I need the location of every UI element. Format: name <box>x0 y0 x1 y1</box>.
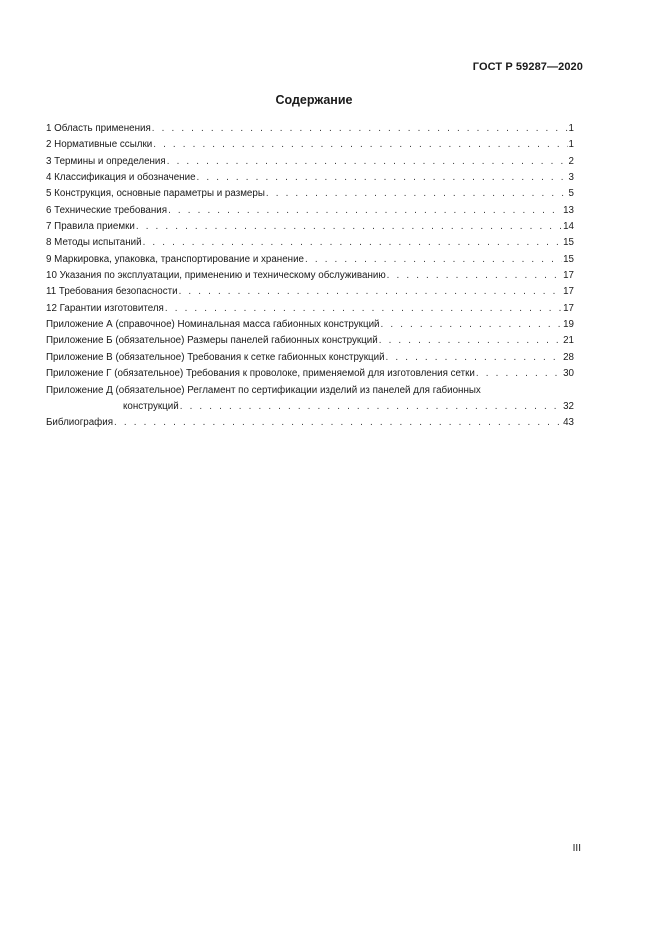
toc-leader-dots <box>379 333 562 349</box>
toc-entry-page: 13 <box>563 204 574 216</box>
toc-leader-dots <box>180 399 562 415</box>
toc-entry-label: 9 Маркировка, упаковка, транспортирование и хранение <box>46 253 305 265</box>
toc-entry-page: 21 <box>563 335 574 347</box>
toc-leader-dots <box>168 203 562 219</box>
toc-entry-page: 43 <box>563 417 574 429</box>
toc-leader-dots <box>152 121 568 137</box>
toc-entry-page: 30 <box>563 368 574 380</box>
page-title: Содержание <box>275 93 353 107</box>
toc-entry[interactable] <box>46 252 574 268</box>
toc-leader-dots <box>114 415 562 431</box>
toc-entry[interactable] <box>46 154 574 170</box>
toc-entry-label: 3 Термины и определения <box>46 155 166 167</box>
toc-entry-label: Приложение Д (обязательное) Регламент по сертификации изделий из панелей для габионных <box>46 384 481 396</box>
toc-entry-page: 17 <box>563 286 574 298</box>
toc-entry[interactable] <box>46 137 574 153</box>
toc-entry-label: Приложение А (справочное) Номинальная масса габионных конструкций <box>46 319 380 331</box>
toc-entry-page: 15 <box>563 237 574 249</box>
toc-leader-dots <box>165 301 562 317</box>
toc-entry-label: 12 Гарантии изготовителя <box>46 302 164 314</box>
toc-entry-label: 2 Нормативные ссылки <box>46 139 153 151</box>
toc-entry[interactable] <box>46 170 574 186</box>
toc-entry[interactable] <box>46 350 574 366</box>
toc-leader-dots <box>197 170 568 186</box>
toc-entry[interactable] <box>46 415 574 431</box>
toc-entry[interactable] <box>46 284 574 300</box>
table-of-contents <box>46 121 574 432</box>
toc-entry-label-continued: конструкций <box>123 400 179 412</box>
toc-entry-label: Библиография <box>46 417 114 429</box>
toc-entry-page: 2 <box>568 155 574 167</box>
toc-entry-label: 11 Требования безопасности <box>46 286 178 298</box>
toc-entry-page: 17 <box>563 302 574 314</box>
toc-entry-page: 5 <box>568 188 574 200</box>
toc-entry[interactable] <box>46 219 574 235</box>
toc-entry-label: 6 Технические требования <box>46 204 168 216</box>
toc-leader-dots <box>381 317 563 333</box>
toc-leader-dots <box>167 154 568 170</box>
toc-leader-dots <box>179 284 563 300</box>
toc-leader-dots <box>476 366 562 382</box>
toc-entry-label: Приложение Г (обязательное) Требования к проволоке, применяемой для изготовления сетки <box>46 368 475 380</box>
toc-entry-label: 10 Указания по эксплуатации, применению и техническому обслуживанию <box>46 270 386 282</box>
toc-entry[interactable] <box>46 301 574 317</box>
toc-entry-label: 5 Конструкция, основные параметры и размеры <box>46 188 265 200</box>
toc-leader-dots <box>305 252 562 268</box>
toc-entry[interactable] <box>46 317 574 333</box>
toc-entry[interactable] <box>46 268 574 284</box>
toc-entry-label: 4 Классификация и обозначение <box>46 172 196 184</box>
toc-entry-page: 28 <box>563 351 574 363</box>
toc-entry[interactable] <box>46 333 574 349</box>
toc-leader-dots <box>266 186 568 202</box>
toc-entry-page: 3 <box>568 172 574 184</box>
document-header-standard: ГОСТ Р 59287—2020 <box>472 61 583 73</box>
toc-entry-label: Приложение В (обязательное) Требования к сетке габионных конструкций <box>46 351 385 363</box>
toc-leader-dots <box>136 219 562 235</box>
toc-entry[interactable] <box>46 121 574 137</box>
toc-entry-label: 1 Область применения <box>46 123 151 134</box>
toc-entry-page: 1 <box>568 139 574 151</box>
toc-entry-continuation <box>46 399 574 415</box>
toc-entry-page: 19 <box>563 319 574 331</box>
toc-entry-page: 15 <box>563 253 574 265</box>
toc-entry[interactable] <box>46 186 574 202</box>
toc-entry[interactable] <box>46 383 574 416</box>
toc-leader-dots <box>143 235 563 251</box>
toc-entry-page: 14 <box>563 221 574 233</box>
page-number: III <box>572 843 581 854</box>
toc-entry-label: 8 Методы испытаний <box>46 237 142 249</box>
toc-leader-dots <box>387 268 562 284</box>
toc-entry-page: 17 <box>563 270 574 282</box>
toc-entry[interactable] <box>46 235 574 251</box>
toc-entry[interactable] <box>46 203 574 219</box>
toc-leader-dots <box>153 137 567 153</box>
toc-entry-label: 7 Правила приемки <box>46 221 135 233</box>
toc-entry-page: 1 <box>568 123 574 134</box>
toc-entry[interactable] <box>46 366 574 382</box>
toc-entry-label: Приложение Б (обязательное) Размеры панелей габионных конструкций <box>46 335 378 347</box>
toc-leader-dots <box>386 350 563 366</box>
toc-entry-page: 32 <box>563 400 574 412</box>
